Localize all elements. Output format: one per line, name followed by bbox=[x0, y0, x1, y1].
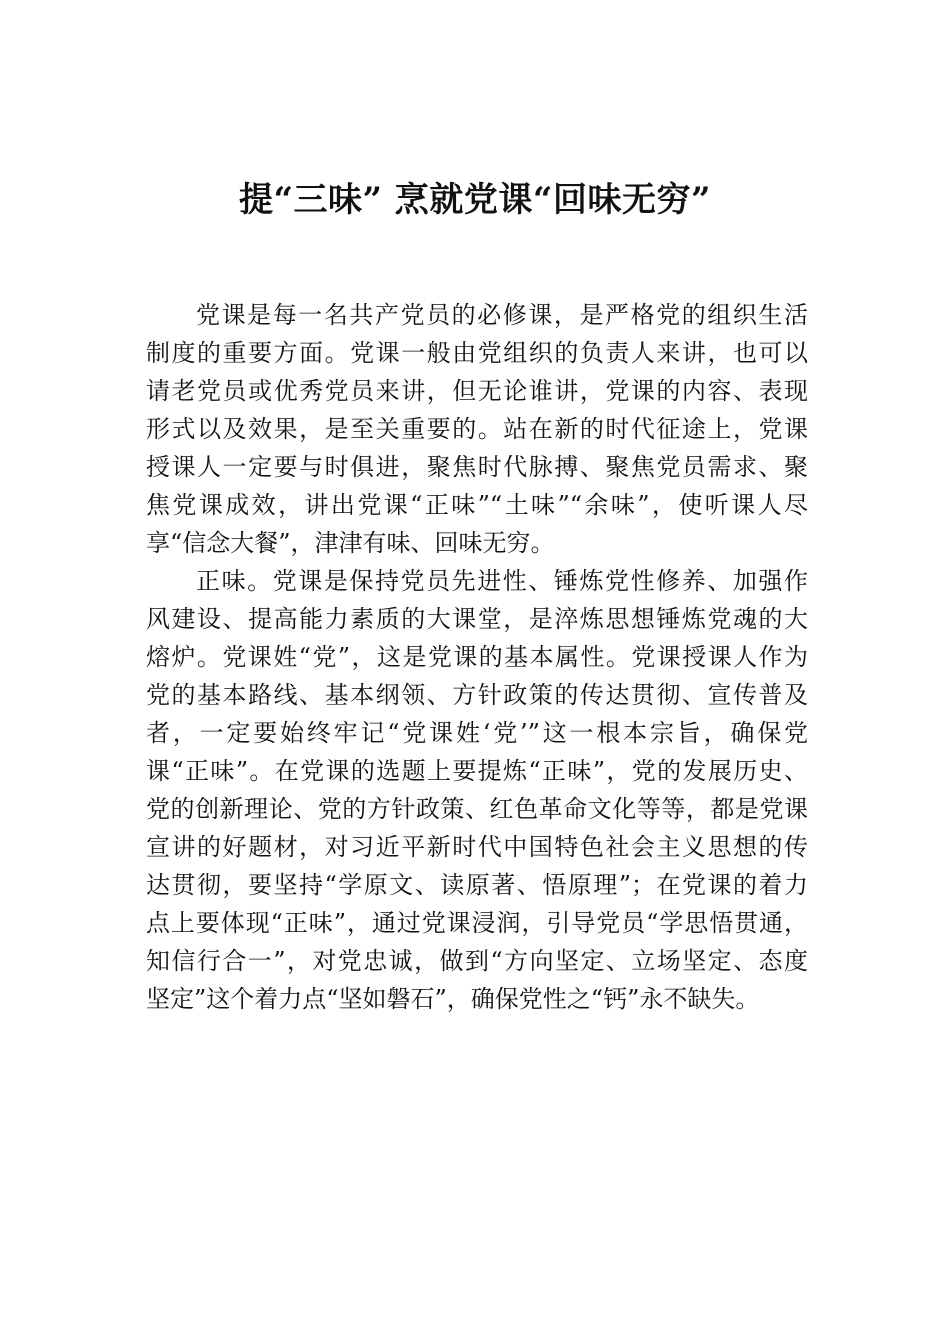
paragraph-2-line-12: 坚定”这个着力点“坚如磐石”，确保党性之“钙”永不缺失。 bbox=[146, 985, 760, 1013]
paragraph-2-line-9: 达贯彻，要坚持“学原文、读原著、悟原理”；在党课的着力 bbox=[146, 871, 808, 899]
paragraph-2-line-1: 正味。党课是保持党员先进性、锤炼党性修养、加强作 bbox=[196, 567, 808, 595]
paragraph-2-line-5: 者，一定要始终牢记“党课姓‘党’”这一根本宗旨，确保党 bbox=[146, 719, 808, 747]
paragraph-2-line-6: 课“正味”。在党课的选题上要提炼“正味”，党的发展历史、 bbox=[146, 757, 808, 785]
paragraph-2-line-3: 熔炉。党课姓“党”，这是党课的基本属性。党课授课人作为 bbox=[146, 643, 808, 671]
paragraph-1-line-4: 形式以及效果，是至关重要的。站在新的时代征途上，党课 bbox=[146, 415, 808, 443]
paragraph-2-line-11: 知信行合一”，对党忠诚，做到“方向坚定、立场坚定、态度 bbox=[146, 947, 808, 975]
paragraph-1-line-1: 党课是每一名共产党员的必修课，是严格党的组织生活 bbox=[196, 301, 808, 329]
paragraph-1-line-6: 焦党课成效，讲出党课“正味”“土味”“余味”，使听课人尽 bbox=[146, 491, 808, 519]
paragraph-2-line-4: 党的基本路线、基本纲领、方针政策的传达贯彻、宣传普及 bbox=[146, 681, 808, 709]
paragraph-2-line-8: 宣讲的好题材，对习近平新时代中国特色社会主义思想的传 bbox=[146, 833, 808, 861]
paragraph-1-line-5: 授课人一定要与时俱进，聚焦时代脉搏、聚焦党员需求、聚 bbox=[146, 453, 808, 481]
paragraph-2-line-10: 点上要体现“正味”，通过党课浸润，引导党员“学思悟贯通， bbox=[146, 909, 808, 937]
paragraph-1-line-2: 制度的重要方面。党课一般由党组织的负责人来讲，也可以 bbox=[146, 339, 808, 367]
paragraph-2-line-2: 风建设、提高能力素质的大课堂，是淬炼思想锤炼党魂的大 bbox=[146, 605, 808, 633]
document-title: 提“三味” 烹就党课“回味无穷” bbox=[238, 180, 712, 220]
paragraph-2-line-7: 党的创新理论、党的方针政策、红色革命文化等等，都是党课 bbox=[146, 795, 808, 823]
paragraph-1-line-7: 享“信念大餐”，津津有味、回味无穷。 bbox=[146, 529, 555, 557]
paragraph-1-line-3: 请老党员或优秀党员来讲，但无论谁讲，党课的内容、表现 bbox=[146, 377, 808, 405]
